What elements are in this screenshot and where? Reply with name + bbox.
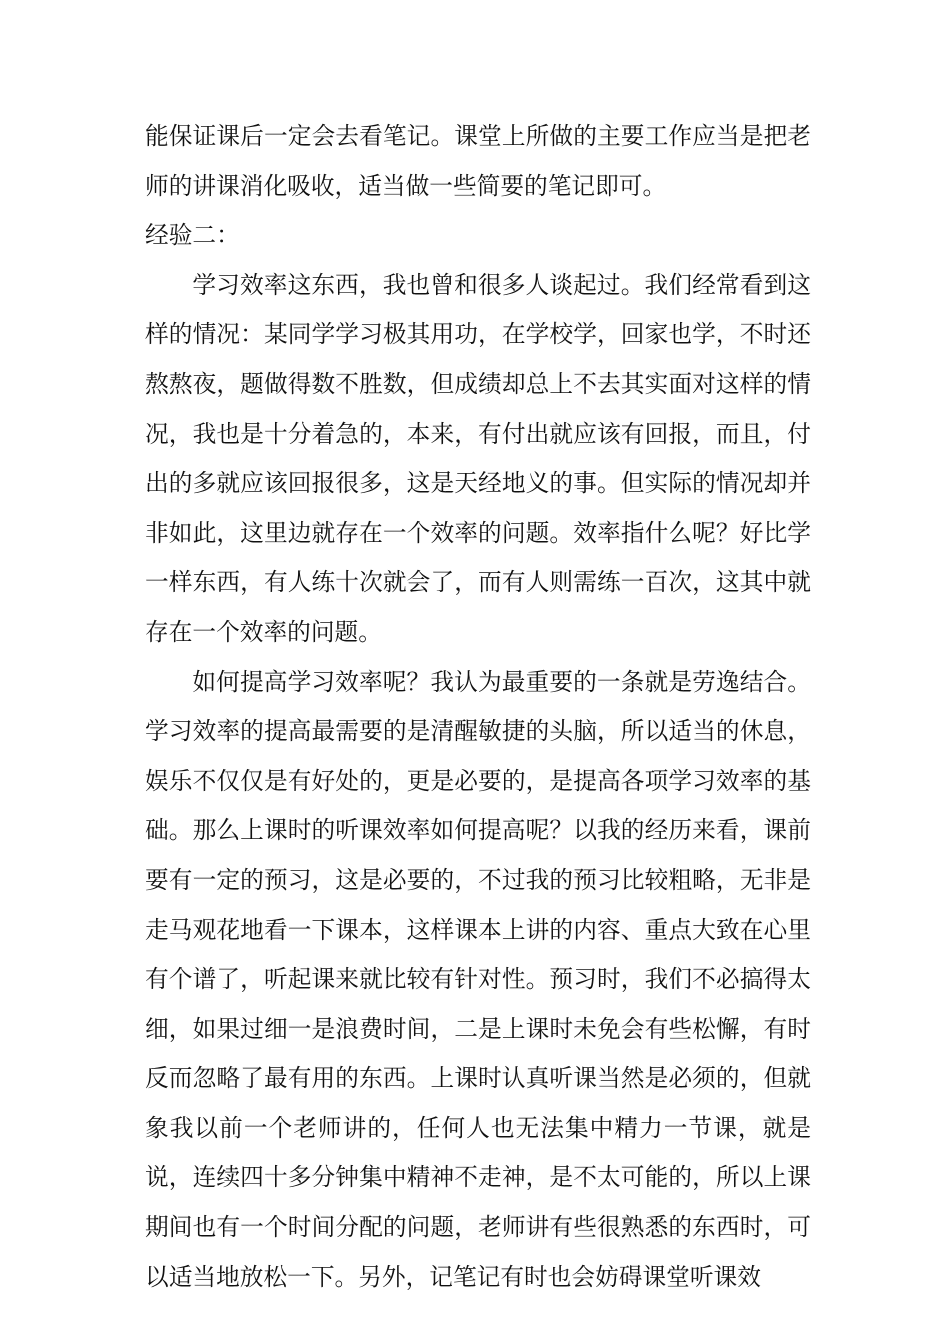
paragraph-efficiency-intro: 学习效率这东西，我也曾和很多人谈起过。我们经常看到这样的情况：某同学学习极其用功，在学校学，回家也学，不时还熬熬夜，题做得数不胜数，但成绩却总上不去其实面对这样的情况，我也是十分着急的，本来，有付出就应该有回报，而且，付出的多就应该回报很多，这是天经地义的事。但实际的情况却并非如此，这里边就存在一个效率的问题。效率指什么呢？好比学一样东西，有人练十次就会了，而有人则需练一百次，这其中就存在一个效率的问题。 (145, 270, 811, 646)
section-heading: 经验二： (145, 221, 240, 250)
paragraph-continuation: 能保证课后一定会去看笔记。课堂上所做的主要工作应当是把老师的讲课消化吸收，适当做一些简要的笔记即可。 (145, 122, 811, 200)
document-body (145, 112, 811, 1302)
paragraph-efficiency-method: 如何提高学习效率呢？我认为最重要的一条就是劳逸结合。学习效率的提高最需要的是清醒敏捷的头脑，所以适当的休息，娱乐不仅仅是有好处的，更是必要的，是提高各项学习效率的基础。那么上课时的听课效率如何提高呢？以我的经历来看，课前要有一定的预习，这是必要的，不过我的预习比较粗略，无非是走马观花地看一下课本，这样课本上讲的内容、重点大致在心里有个谱了，听起课来就比较有针对性。预习时，我们不必搞得太细，如果过细一是浪费时间，二是上课时未免会有些松懈，有时反而忽略了最有用的东西。上课时认真听课当然是必须的，但就象我以前一个老师讲的，任何人也无法集中精力一节课，就是说，连续四十多分钟集中精神不走神，是不太可能的，所以上课期间也有一个时间分配的问题，老师讲有些很熟悉的东西时，可以适当地放松一下。另外，记笔记有时也会妨碍课堂听课效 (145, 667, 811, 1291)
